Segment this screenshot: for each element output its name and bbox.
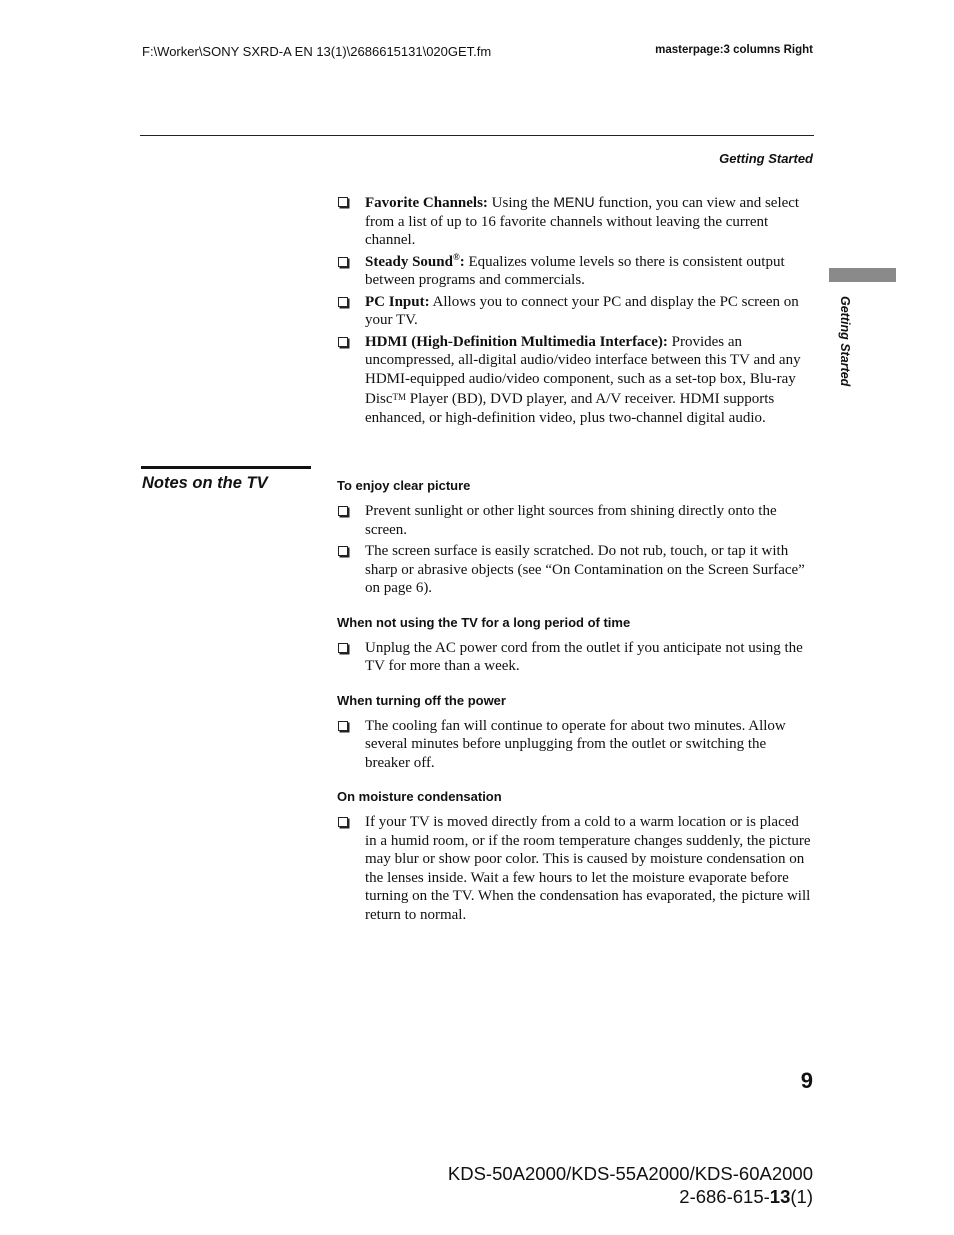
list-item: [337, 717, 814, 773]
trademark-mark: TM: [392, 392, 406, 402]
item-text: Equalizes volume levels so there is consistent output between programs and commercials.: [365, 253, 785, 288]
running-header: Getting Started: [719, 151, 813, 166]
menu-term: MENU: [553, 194, 595, 210]
file-path: F:\Worker\SONY SXRD-A EN 13(1)\2686615131\020GET.fm: [142, 44, 492, 59]
item-title: PC Input:: [365, 293, 430, 310]
checkbox-bullet-icon: [338, 643, 348, 653]
section-rule: [141, 466, 311, 469]
list-item-steady-sound: [337, 253, 814, 290]
item-text: Provides an uncompressed, all-digital audio/video interface between this TV and any HDMI-equipped audio/video component, such as a set-top box, Blu-ray Disc: [365, 333, 801, 407]
item-text: The screen surface is easily scratched. Do not rub, touch, or tap it with sharp or abrasive objects (see “On Contamination on the Screen Surface” on page 6).: [365, 543, 805, 596]
item-text: Using the: [487, 195, 554, 211]
section-title: Notes on the TV: [142, 474, 268, 492]
checkbox-bullet-icon: [338, 297, 348, 307]
item-text: The cooling fan will continue to operate for about two minutes. Allow several minutes before unplugging from the outlet or switching the breaker off.: [365, 717, 786, 771]
part-number-suffix: (1): [790, 1186, 813, 1207]
item-text: Allows you to connect your PC and display the PC screen on your TV.: [365, 293, 799, 328]
side-tab-label: Getting Started: [838, 296, 852, 387]
list-item: [337, 542, 814, 598]
list-item-hdmi: [337, 333, 814, 428]
list-item: [337, 502, 814, 539]
checkbox-bullet-icon: [338, 197, 348, 207]
item-text: Prevent sunlight or other light sources from shining directly onto the screen.: [365, 503, 777, 538]
checkbox-bullet-icon: [338, 257, 348, 267]
item-text: Unplug the AC power cord from the outlet if you anticipate not using the TV for more than a week.: [365, 639, 803, 674]
feature-list: [337, 193, 814, 430]
list-item: [337, 639, 814, 676]
model-numbers: KDS-50A2000/KDS-55A2000/KDS-60A2000: [447, 1163, 813, 1184]
notes-content: [337, 478, 814, 927]
item-title: Steady Sound: [365, 253, 453, 270]
part-number-revision: 13: [769, 1186, 791, 1207]
subheading: When turning off the power: [337, 692, 506, 708]
item-title-colon: :: [459, 253, 465, 270]
part-number: [679, 1186, 813, 1208]
checkbox-bullet-icon: [338, 721, 348, 731]
item-title: HDMI (High-Definition Multimedia Interface):: [365, 333, 668, 350]
item-text: function, you can view and select from a list of up to 16 favorite channels without leaving the current channel.: [365, 195, 800, 248]
list-item-pc-input: [337, 293, 814, 330]
subheading: When not using the TV for a long period of time: [337, 614, 631, 630]
header-rule: [140, 135, 814, 136]
checkbox-bullet-icon: [338, 546, 348, 556]
registered-mark: ®: [452, 251, 460, 262]
page-number: 9: [800, 1068, 813, 1093]
subheading: To enjoy clear picture: [337, 478, 471, 493]
item-text: Player (BD), DVD player, and A/V receiver. HDMI supports enhanced, or high-definition video, plus two-channel digital audio.: [365, 391, 775, 426]
item-text: If your TV is moved directly from a cold to a warm location or is placed in a humid room, or if the room temperature changes suddenly, the picture may blur or show poor color. This is caused by moisture condensation on the lenses inside. Wait a few hours to let the moisture evaporate before turning on the TV. When the condensation has evaporated, the picture will return to normal.: [365, 814, 811, 923]
list-item: [337, 813, 814, 924]
side-tab-marker: [829, 268, 896, 282]
subheading: On moisture condensation: [337, 789, 502, 804]
checkbox-bullet-icon: [338, 506, 348, 516]
master-page-label: masterpage:3 columns Right: [655, 44, 813, 56]
checkbox-bullet-icon: [338, 817, 348, 827]
part-number-prefix: 2-686-615-: [679, 1186, 770, 1207]
item-title: Favorite Channels:: [365, 195, 488, 211]
list-item-favorite-channels: [337, 193, 814, 250]
checkbox-bullet-icon: [338, 337, 348, 347]
